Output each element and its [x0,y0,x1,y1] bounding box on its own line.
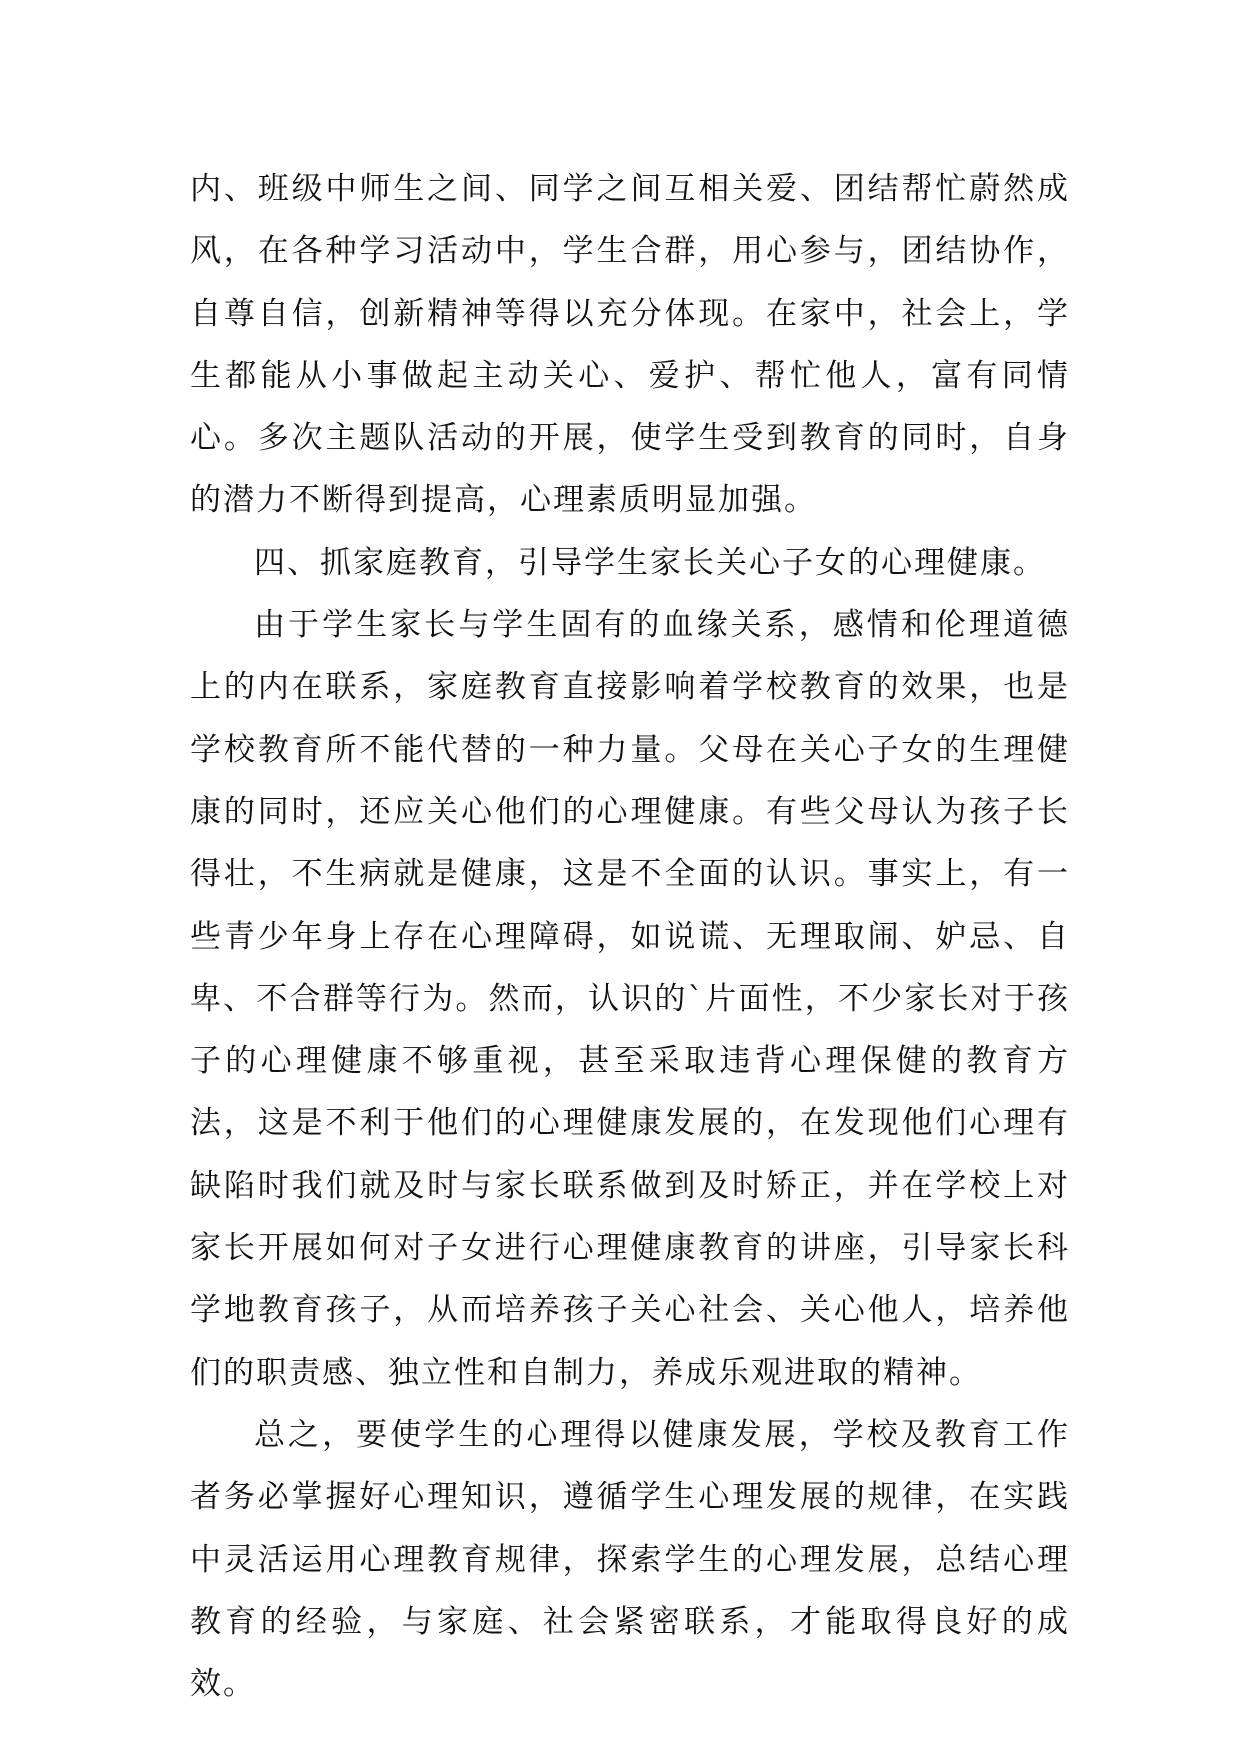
paragraph-conclusion: 总之，要使学生的心理得以健康发展，学校及教育工作者务必掌握好心理知识，遵循学生心理发展的规律，在实践中灵活运用心理教育规律，探索学生的心理发展，总结心理教育的经验，与家庭、社会紧密联系，才能取得良好的成效。 [190,1416,1070,1703]
paragraph-continuation: 内、班级中师生之间、同学之间互相关爱、团结帮忙蔚然成风，在各种学习活动中，学生合群，用心参与，团结协作，自尊自信，创新精神等得以充分体现。在家中，社会上，学生都能从小事做起主动关心、爱护、帮忙他人，富有同情心。多次主题队活动的开展，使学生受到教育的同时，自身的潜力不断得到提高，心理素质明显加强。 [190,171,1070,519]
document-body [190,158,1070,1715]
paragraph-family-education: 由于学生家长与学生固有的血缘关系，感情和伦理道德上的内在联系，家庭教育直接影响着学校教育的效果，也是学校教育所不能代替的一种力量。父母在关心子女的生理健康的同时，还应关心他们的心理健康。有些父母认为孩子长得壮，不生病就是健康，这是不全面的认识。事实上，有一些青少年身上存在心理障碍，如说谎、无理取闹、妒忌、自卑、不合群等行为。然而，认识的`片面性，不少家长对于孩子的心理健康不够重视，甚至采取违背心理保健的教育方法，这是不利于他们的心理健康发展的，在发现他们心理有缺陷时我们就及时与家长联系做到及时矫正，并在学校上对家长开展如何对子女进行心理健康教育的讲座，引导家长科学地教育孩子，从而培养孩子关心社会、关心他人，培养他们的职责感、独立性和自制力，养成乐观进取的精神。 [190,607,1070,1391]
section-heading: 四、抓家庭教育，引导学生家长关心子女的心理健康。 [254,544,1046,581]
